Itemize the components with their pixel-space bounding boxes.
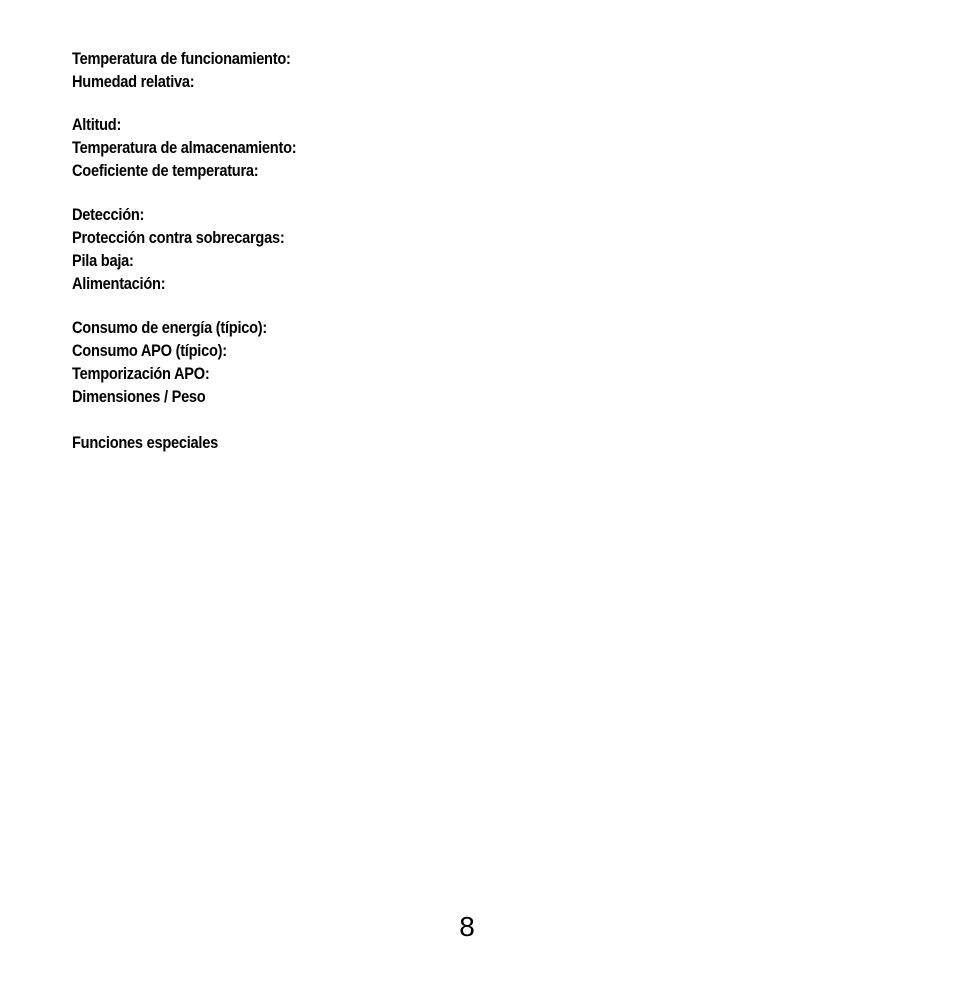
spec-label-apo-consumption: Consumo APO (típico): [72,341,227,360]
spec-group-consumption [72,316,299,408]
spec-label-storage-temperature: Temperatura de almacenamiento: [72,138,297,157]
spec-label-detection: Detección: [72,205,145,224]
spec-group-environment [72,47,326,93]
spec-group-special [72,431,242,454]
page-number: 8 [459,911,475,942]
spec-label-power-supply: Alimentación: [72,274,166,293]
spec-group-protection [72,203,319,295]
spec-label-overload-protection: Protección contra sobrecargas: [72,228,285,247]
spec-label-altitude: Altitud: [72,115,122,134]
spec-label-temperature-coefficient: Coeficiente de temperatura: [72,161,259,180]
spec-group-storage [72,113,333,182]
spec-label-special-functions: Funciones especiales [72,433,218,452]
spec-label-power-consumption: Consumo de energía (típico): [72,318,268,337]
spec-label-relative-humidity: Humedad relativa: [72,72,195,91]
spec-label-apo-timing: Temporización APO: [72,364,210,383]
spec-label-dimensions-weight: Dimensiones / Peso [72,387,206,406]
spec-label-operating-temperature: Temperatura de funcionamiento: [72,49,291,68]
spec-label-low-battery: Pila baja: [72,251,134,270]
